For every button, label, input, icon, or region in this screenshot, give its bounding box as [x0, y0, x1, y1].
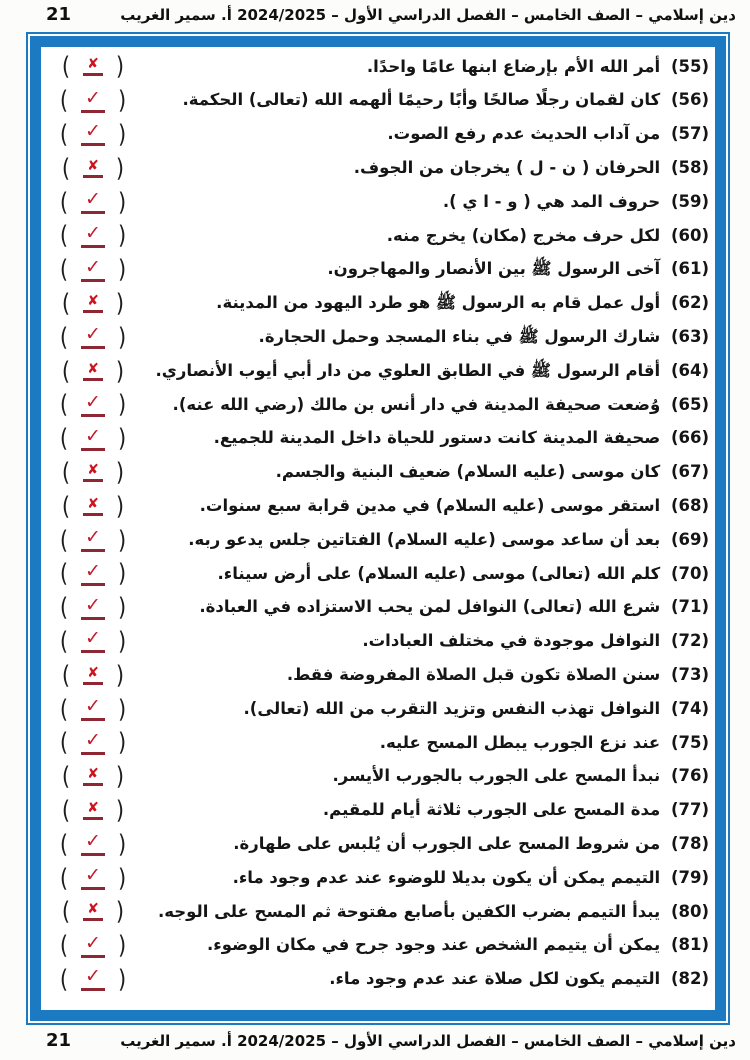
answer-paren-close: ): [117, 558, 127, 588]
answer-group: [49, 727, 137, 757]
check-icon: ✓: [81, 967, 105, 991]
statement-row: [45, 219, 709, 253]
statement-text: صحيفة المدينة كانت دستور للحياة داخل المدينة للجميع.: [213, 428, 666, 448]
cross-icon: ✘: [83, 294, 103, 313]
statement-text: شارك الرسول ﷺ في بناء المسجد وحمل الحجارة.: [258, 327, 666, 347]
check-icon: ✓: [81, 224, 105, 248]
statement-row: [45, 489, 709, 523]
statement-row: [45, 287, 709, 321]
statement-text: آخى الرسول ﷺ بين الأنصار والمهاجرون.: [327, 259, 666, 279]
statement-row: [45, 354, 709, 388]
check-icon: ✓: [81, 122, 105, 146]
check-icon: ✓: [81, 731, 105, 755]
statement-row: [45, 118, 709, 152]
statement-row: [45, 794, 709, 828]
statement-text: سنن الصلاة تكون قبل الصلاة المفروضة فقط.: [286, 664, 666, 684]
header-title: دين إسلامي – الصف الخامس – الفصل الدراسي الأول – 2024/2025 أ. سمير الغريب: [120, 6, 736, 24]
statement-row: [45, 523, 709, 557]
check-icon: ✓: [81, 697, 105, 721]
answer-paren-open: (: [61, 491, 71, 521]
statement-row: [45, 456, 709, 490]
statement-text: أقام الرسول ﷺ في الطابق العلوي من دار أبي أيوب الأنصاري.: [155, 360, 666, 380]
answer-group: [49, 930, 137, 960]
answer-paren-close: ): [117, 694, 127, 723]
check-icon: ✓: [81, 528, 105, 552]
answer-paren-open: (: [59, 964, 69, 994]
answer-group: [49, 795, 137, 825]
answer-paren-close: ): [117, 389, 127, 419]
statement-number: (62): [670, 293, 709, 313]
answer-paren-close: ): [115, 761, 125, 791]
statement-number: (79): [670, 867, 709, 887]
answer-group: [49, 389, 137, 419]
answer-paren-open: (: [59, 423, 69, 453]
answer-paren-close: ): [117, 119, 127, 149]
statement-row: [45, 963, 709, 997]
check-icon: ✓: [81, 89, 105, 113]
statement-text: التيمم يكون لكل صلاة عند عدم وجود ماء.: [329, 969, 666, 989]
statement-number: (72): [670, 631, 709, 651]
answer-paren-open: (: [59, 930, 69, 960]
answer-paren-open: (: [59, 626, 69, 656]
answer-group: [49, 322, 137, 352]
statement-text: كان لقمان رجلًا صالحًا وأبًا رحيمًا ألهمه الله (تعالى) الحكمة.: [182, 90, 666, 110]
statement-number: (78): [670, 833, 709, 853]
answer-paren-open: (: [59, 187, 69, 216]
answer-paren-close: ): [117, 187, 127, 216]
statement-text: يبدأ التيمم بضرب الكفين بأصابع مفتوحة ثم المسح على الوجه.: [158, 901, 666, 921]
statement-text: وُضعت صحيفة المدينة في دار أنس بن مالك (رضي الله عنه).: [172, 394, 666, 414]
answer-paren-open: (: [59, 119, 69, 149]
answer-group: [49, 51, 137, 81]
statement-text: حروف المد هي ( و - ا ي ).: [442, 191, 666, 211]
answer-paren-close: ): [117, 863, 127, 892]
statement-number: (67): [670, 462, 709, 482]
statement-number: (63): [670, 327, 709, 347]
answer-paren-close: ): [115, 153, 125, 183]
statement-row: [45, 625, 709, 659]
footer-title: دين إسلامي – الصف الخامس – الفصل الدراسي الأول – 2024/2025 أ. سمير الغريب: [120, 1032, 736, 1050]
answer-paren-open: (: [61, 356, 71, 385]
statement-number: (61): [670, 259, 709, 279]
answer-paren-open: (: [61, 288, 71, 318]
answer-paren-open: (: [59, 829, 69, 859]
answer-paren-close: ): [117, 423, 127, 453]
answer-paren-open: (: [61, 660, 71, 690]
answer-paren-close: ): [115, 51, 125, 81]
answer-paren-close: ): [117, 254, 127, 284]
statement-text: بعد أن ساعد موسى (عليه السلام) الفتاتين جلس يدعو ربه.: [188, 529, 666, 549]
statement-number: (75): [670, 732, 709, 752]
statement-number: (59): [670, 191, 709, 211]
answer-paren-open: (: [59, 863, 69, 892]
statement-text: التيمم يمكن أن يكون بديلا للوضوء عند عدم وجود ماء.: [232, 867, 666, 887]
cross-icon: ✘: [83, 159, 103, 178]
answer-paren-open: (: [61, 761, 71, 791]
statement-number: (56): [670, 90, 709, 110]
cross-icon: ✘: [83, 463, 103, 482]
statement-number: (70): [670, 563, 709, 583]
answer-group: [49, 829, 137, 859]
answer-paren-close: ): [117, 727, 127, 757]
answer-group: [49, 254, 137, 284]
answer-group: [49, 896, 137, 926]
check-icon: ✓: [81, 562, 105, 586]
statement-row: [45, 760, 709, 794]
statement-number: (73): [670, 664, 709, 684]
statement-number: (69): [670, 529, 709, 549]
answer-group: [49, 761, 137, 791]
statement-number: (81): [670, 935, 709, 955]
answer-paren-close: ): [115, 288, 125, 318]
statement-text: يمكن أن يتيمم الشخص عند وجود جرح في مكان الوضوء.: [207, 935, 666, 955]
statement-number: (74): [670, 698, 709, 718]
answer-paren-open: (: [61, 457, 71, 487]
answer-paren-close: ): [115, 660, 125, 690]
answer-paren-close: ): [115, 896, 125, 926]
page-header: [46, 4, 736, 30]
statement-text: من آداب الحديث عدم رفع الصوت.: [387, 124, 666, 144]
statement-number: (76): [670, 766, 709, 786]
answer-group: [49, 491, 137, 521]
statement-number: (57): [670, 124, 709, 144]
statement-row: [45, 320, 709, 354]
statement-row: [45, 185, 709, 219]
statement-text: الحرفان ( ن - ل ) يخرجان من الجوف.: [353, 158, 666, 178]
cross-icon: ✘: [83, 362, 103, 381]
check-icon: ✓: [81, 190, 105, 214]
answer-paren-close: ): [117, 220, 127, 250]
statement-number: (77): [670, 800, 709, 820]
statement-text: أمر الله الأم بإرضاع ابنها عامًا واحدًا.: [366, 56, 666, 76]
statement-row: [45, 422, 709, 456]
statement-row: [45, 658, 709, 692]
check-icon: ✓: [81, 866, 105, 890]
statement-text: من شروط المسح على الجورب أن يُلبس على طهارة.: [233, 833, 666, 853]
statement-number: (65): [670, 394, 709, 414]
answer-paren-open: (: [59, 322, 69, 352]
statements-list: [41, 47, 715, 1010]
answer-group: [49, 356, 137, 385]
statement-number: (58): [670, 158, 709, 178]
statement-row: [45, 84, 709, 118]
answer-group: [49, 592, 137, 622]
statement-row: [45, 895, 709, 929]
statement-row: [45, 591, 709, 625]
answer-paren-open: (: [59, 85, 69, 115]
answer-group: [49, 220, 137, 250]
answer-paren-open: (: [59, 254, 69, 284]
answer-paren-open: (: [59, 525, 69, 554]
cross-icon: ✘: [83, 902, 103, 921]
answer-group: [49, 423, 137, 453]
answer-paren-close: ): [117, 592, 127, 622]
answer-group: [49, 457, 137, 487]
statement-row: [45, 692, 709, 726]
statement-text: لكل حرف مخرج (مكان) يخرج منه.: [386, 225, 666, 245]
statement-row: [45, 726, 709, 760]
statement-number: (68): [670, 496, 709, 515]
answer-paren-open: (: [59, 220, 69, 250]
answer-paren-open: (: [59, 558, 69, 588]
answer-paren-close: ): [115, 795, 125, 825]
cross-icon: ✘: [83, 57, 103, 76]
answer-group: [49, 119, 137, 149]
answer-group: [49, 863, 137, 892]
answer-paren-close: ): [115, 457, 125, 487]
statement-number: (60): [670, 225, 709, 245]
answer-paren-close: ): [117, 964, 127, 994]
answer-group: [49, 85, 137, 115]
answer-paren-close: ): [117, 829, 127, 859]
answer-paren-close: ): [117, 85, 127, 115]
statement-row: [45, 827, 709, 861]
statement-row: [45, 929, 709, 963]
statement-text: النوافل موجودة في مختلف العبادات.: [362, 631, 666, 651]
cross-icon: ✘: [83, 767, 103, 786]
statement-text: كان موسى (عليه السلام) ضعيف البنية والجسم.: [275, 462, 666, 482]
answer-group: [49, 288, 137, 318]
answer-group: [49, 660, 137, 690]
answer-paren-close: ): [117, 930, 127, 960]
answer-paren-close: ): [117, 626, 127, 656]
statement-text: عند نزع الجورب يبطل المسح عليه.: [379, 732, 666, 752]
statement-row: [45, 50, 709, 84]
statement-number: (55): [670, 56, 709, 76]
answer-paren-close: ): [117, 525, 127, 554]
cross-icon: ✘: [83, 666, 103, 685]
answer-group: [49, 964, 137, 994]
answer-paren-open: (: [61, 51, 71, 81]
check-icon: ✓: [81, 596, 105, 620]
statement-text: مدة المسح على الجورب ثلاثة أيام للمقيم.: [322, 800, 666, 820]
statement-row: [45, 861, 709, 895]
answer-paren-open: (: [59, 727, 69, 757]
answer-paren-open: (: [61, 896, 71, 926]
answer-paren-close: ): [117, 322, 127, 352]
answer-group: [49, 525, 137, 554]
statement-number: (66): [670, 428, 709, 448]
statement-text: شرع الله (تعالى) النوافل لمن يحب الاستزاده في العبادة.: [199, 597, 666, 617]
footer-page-number: 21: [46, 1030, 72, 1051]
check-icon: ✓: [81, 325, 105, 349]
statement-number: (64): [670, 360, 709, 380]
answer-paren-open: (: [61, 795, 71, 825]
answer-group: [49, 187, 137, 216]
statement-number: (71): [670, 597, 709, 617]
statement-row: [45, 388, 709, 422]
page-footer: [46, 1030, 736, 1056]
answer-paren-open: (: [61, 153, 71, 183]
answer-paren-close: ): [115, 491, 125, 521]
answer-group: [49, 153, 137, 183]
statement-row: [45, 151, 709, 185]
statement-row: [45, 557, 709, 591]
worksheet-frame: [30, 36, 726, 1021]
statement-text: النوافل تهذب النفس وتزيد التقرب من الله (تعالى).: [243, 698, 666, 718]
answer-group: [49, 694, 137, 723]
statement-text: كلم الله (تعالى) موسى (عليه السلام) على أرض سيناء.: [217, 563, 666, 583]
answer-paren-open: (: [59, 389, 69, 419]
statement-text: استقر موسى (عليه السلام) في مدين قرابة سبع سنوات.: [199, 496, 666, 515]
statement-number: (80): [670, 901, 709, 921]
cross-icon: ✘: [83, 497, 103, 516]
answer-paren-open: (: [59, 592, 69, 622]
statement-row: [45, 253, 709, 287]
header-page-number: 21: [46, 4, 72, 25]
answer-group: [49, 626, 137, 656]
answer-paren-close: ): [115, 356, 125, 385]
check-icon: ✓: [81, 832, 105, 856]
check-icon: ✓: [81, 934, 105, 958]
check-icon: ✓: [81, 427, 105, 451]
check-icon: ✓: [81, 393, 105, 417]
statement-number: (82): [670, 969, 709, 989]
answer-paren-open: (: [59, 694, 69, 723]
check-icon: ✓: [81, 629, 105, 653]
answer-group: [49, 558, 137, 588]
statement-text: نبدأ المسح على الجورب بالجورب الأيسر.: [332, 766, 666, 786]
cross-icon: ✘: [83, 801, 103, 820]
statement-text: أول عمل قام به الرسول ﷺ هو طرد اليهود من المدينة.: [216, 293, 666, 313]
check-icon: ✓: [81, 258, 105, 282]
